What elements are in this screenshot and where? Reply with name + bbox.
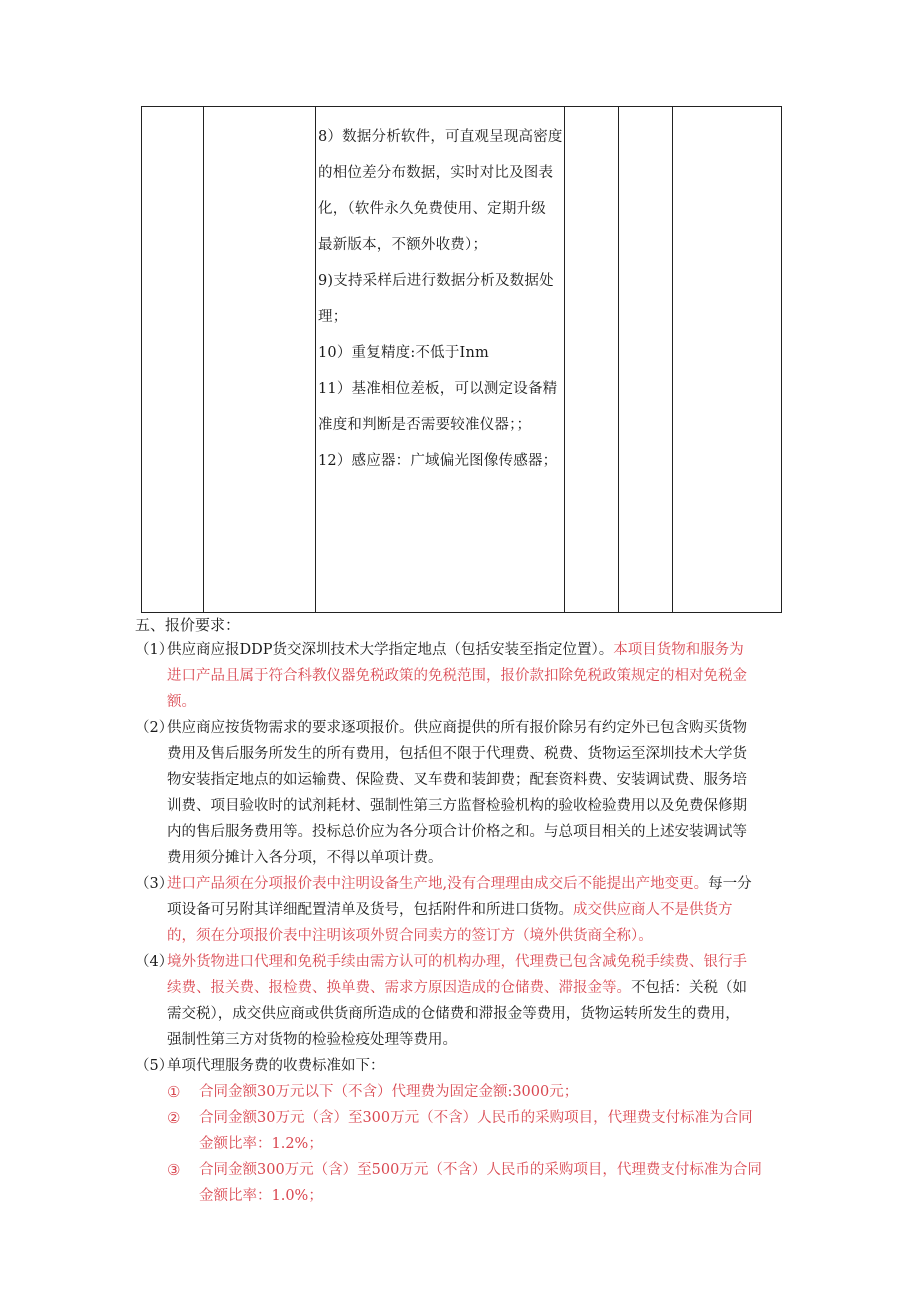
body-text: 需交税），成交供应商或供货商所造成的仓储费和滞报金等费用，货物运转所发生的费用，	[167, 1006, 740, 1022]
clause-text	[167, 1053, 795, 1079]
spec-table-row	[142, 107, 782, 613]
clause-text	[167, 715, 795, 871]
highlight-text: 进口产品且属于符合科教仪器免税政策的免税范围，报价款扣除免税政策规定的相对免税金	[167, 668, 747, 684]
clause-number: （1）	[135, 642, 174, 658]
clause-item	[135, 637, 795, 715]
tier-marker: ②	[167, 1109, 181, 1127]
fee-tier-item	[167, 1157, 795, 1209]
tier-line: 金额比率：1.2%；	[199, 1136, 323, 1152]
clause-item	[135, 715, 795, 871]
spec-line: 11）基准相位差板，可以测定设备精	[318, 381, 558, 397]
tier-text	[199, 1105, 795, 1157]
clause-item	[135, 949, 795, 1053]
tier-line: 合同金额300万元（含）至500万元（不含）人民币的采购项目，代理费支付标准为合同	[199, 1162, 762, 1178]
body-text: 训费、项目验收时的试剂耗材、强制性第三方监督检验机构的验收检验费用以及免费保修期	[167, 798, 747, 814]
clause-number: （2）	[135, 720, 174, 736]
clause-line	[167, 793, 795, 819]
table-cell-4	[565, 107, 619, 613]
spec-line: 准度和判断是否需要较准仪器；；	[318, 417, 532, 433]
clause-line	[167, 715, 795, 741]
clause-line	[167, 637, 795, 663]
tier-text	[199, 1079, 795, 1105]
body-text: 每一分	[708, 876, 752, 892]
clause-line	[167, 1027, 795, 1053]
table-cell-6	[673, 107, 782, 613]
tier-text	[199, 1157, 795, 1209]
tier-line: 合同金额30万元以下（不含）代理费为固定金额:3000元；	[199, 1084, 579, 1100]
clause-text	[167, 949, 795, 1053]
spec-table	[141, 106, 782, 613]
clause-line	[167, 767, 795, 793]
highlight-text: 境外货物进口代理和免税手续由需方认可的机构办理，代理费已包含减免税手续费、银行手	[167, 954, 747, 970]
clause-item	[135, 871, 795, 949]
tier-line: 金额比率：1.0%；	[199, 1188, 323, 1204]
spec-line: 化，（软件永久免费使用、定期升级	[318, 201, 546, 217]
clause-line	[167, 689, 795, 715]
clause-item	[135, 1053, 795, 1079]
body-text: 供应商应按货物需求的要求逐项报价。供应商提供的所有报价除另有约定外已包含购买货物	[167, 720, 747, 736]
clause-line	[167, 975, 795, 1001]
tier-line: 合同金额30万元（含）至300万元（不含）人民币的采购项目，代理费支付标准为合同	[199, 1110, 753, 1126]
clause-text	[167, 871, 795, 949]
fee-tier-item	[167, 1079, 795, 1105]
body-text: 单项代理服务费的收费标准如下：	[167, 1058, 385, 1074]
spec-line: 最新版本，不额外收费）；	[318, 237, 488, 253]
clause-number: （3）	[135, 876, 174, 892]
clause-line	[167, 923, 795, 949]
clause-line	[167, 871, 795, 897]
clause-number: （5）	[135, 1058, 174, 1074]
clause-line	[167, 741, 795, 767]
spec-description-cell	[316, 107, 565, 613]
quote-requirements-section	[135, 615, 795, 1209]
highlight-text: 额。	[167, 694, 196, 710]
highlight-text: 成交供应商人不是供货方	[573, 902, 733, 918]
table-cell-1	[142, 107, 204, 613]
body-text: 不包括：关税（如	[631, 980, 747, 996]
tier-marker: ③	[167, 1161, 181, 1179]
spec-line: 8）数据分析软件，可直观呈现高密度	[318, 129, 563, 145]
spec-line: 12）感应器：广域偏光图像传感器；	[318, 453, 558, 469]
tier-marker: ①	[167, 1083, 181, 1101]
table-cell-2	[204, 107, 316, 613]
clause-list	[135, 637, 795, 1079]
body-text: 物安装指定地点的如运输费、保险费、叉车费和装卸费；配套资料费、安装调试费、服务培	[167, 772, 747, 788]
clause-line	[167, 949, 795, 975]
spec-line: 理；	[318, 309, 348, 325]
spec-line: 10）重复精度:不低于Inm	[318, 345, 489, 361]
highlight-text: 续费、报关费、报检费、换单费、需求方原因造成的仓储费、滞报金等。	[167, 980, 631, 996]
spec-line: 的相位差分布数据，实时对比及图表	[318, 165, 554, 181]
clause-line	[167, 845, 795, 871]
clause-line	[167, 663, 795, 689]
highlight-text: 本项目货物和服务为	[613, 642, 744, 658]
clause-line	[167, 1053, 795, 1079]
body-text: 项设备可另附其详细配置清单及货号，包括附件和所进口货物。	[167, 902, 573, 918]
clause-text	[167, 637, 795, 715]
clause-line	[167, 819, 795, 845]
body-text: 内的售后服务费用等。投标总价应为各分项合计价格之和。与总项目相关的上述安装调试等	[167, 824, 747, 840]
highlight-text: 进口产品须在分项报价表中注明设备生产地,没有合理理由成交后不能提出产地变更。	[167, 876, 709, 892]
section-title: 五、报价要求：	[135, 616, 241, 634]
body-text: 费用及售后服务所发生的所有费用，包括但不限于代理费、税费、货物运至深圳技术大学货	[167, 746, 747, 762]
clause-line	[167, 897, 795, 923]
body-text: 强制性第三方对货物的检验检疫处理等费用。	[167, 1032, 457, 1048]
highlight-text: 的，须在分项报价表中注明该项外贸合同卖方的签订方（境外供货商全称）。	[167, 928, 653, 944]
fee-tier-item	[167, 1105, 795, 1157]
spec-line: 9)支持采样后进行数据分析及数据处	[318, 273, 554, 289]
table-cell-5	[619, 107, 673, 613]
body-text: 费用须分摊计入各分项，不得以单项计费。	[167, 850, 443, 866]
spec-lines	[316, 107, 564, 479]
body-text: 供应商应报DDP货交深圳技术大学指定地点（包括安装至指定位置）。	[167, 642, 614, 658]
fee-tier-list	[135, 1079, 795, 1209]
clause-number: （4）	[135, 954, 174, 970]
clause-line	[167, 1001, 795, 1027]
